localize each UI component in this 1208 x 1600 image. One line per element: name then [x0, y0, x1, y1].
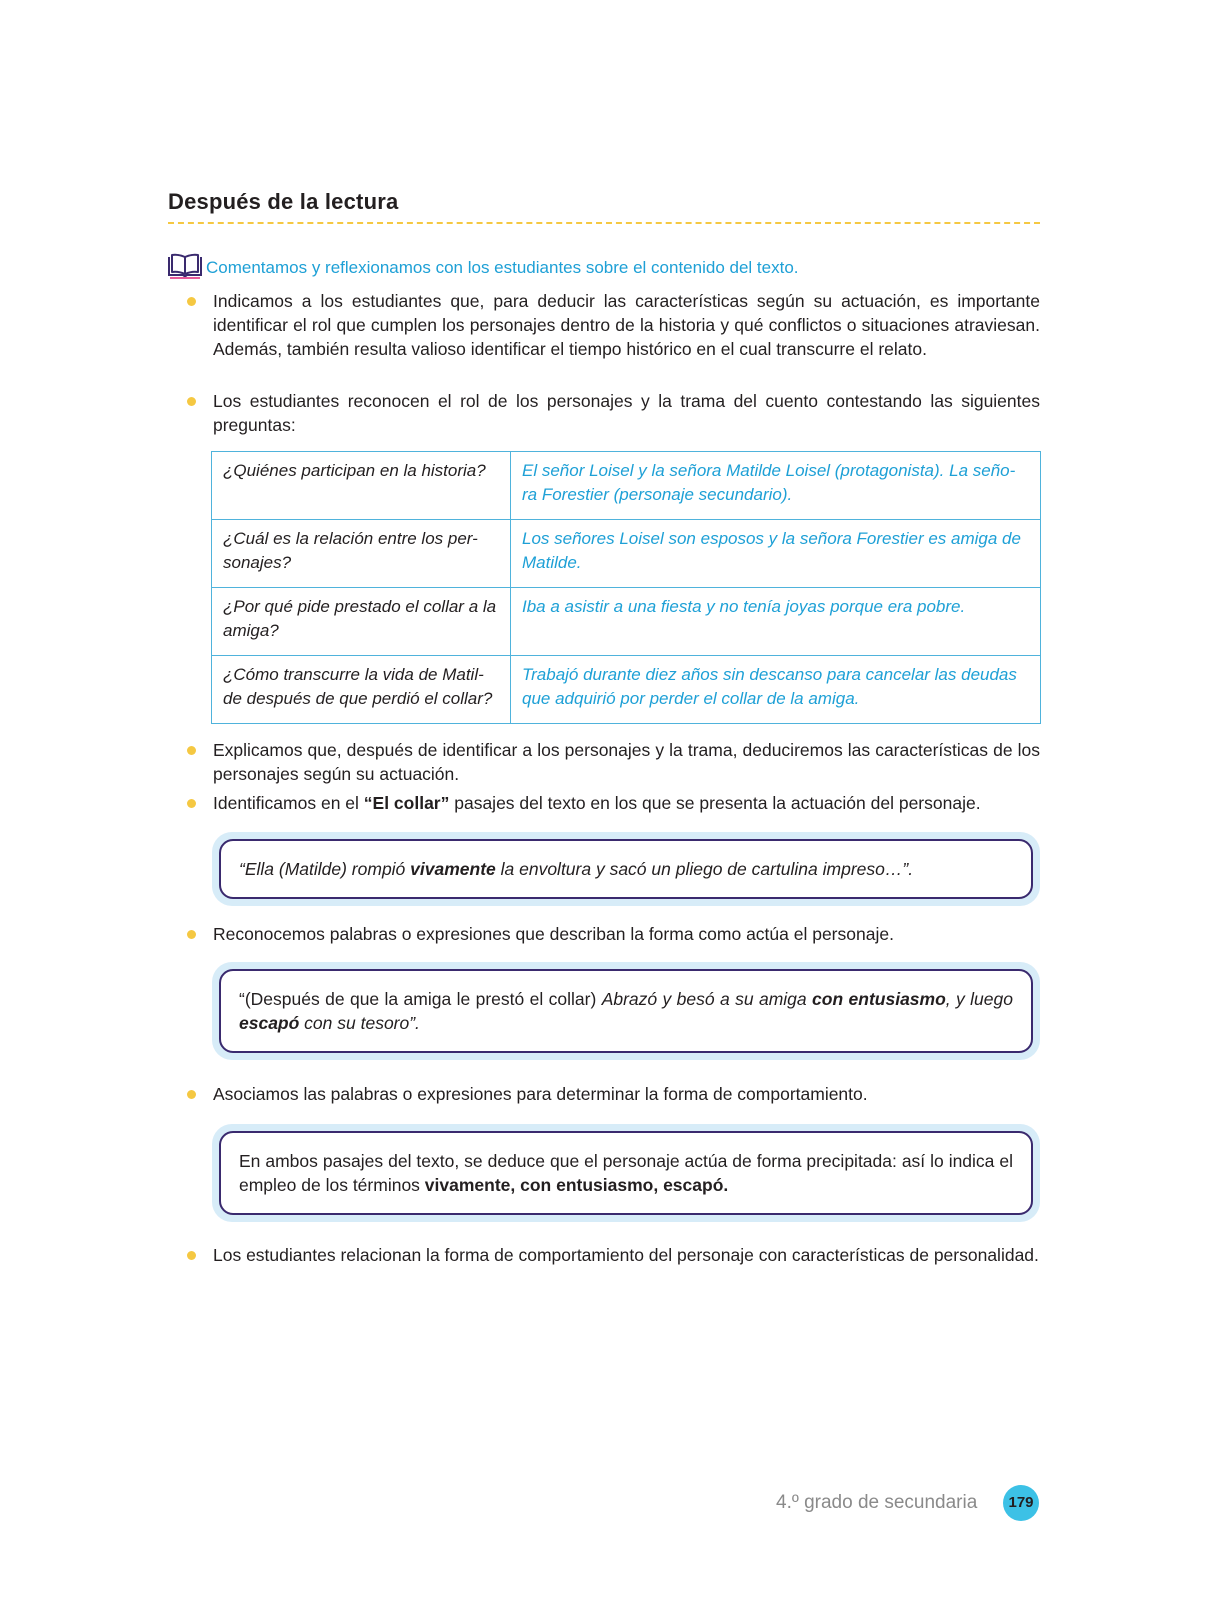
conclusion-box: [212, 1124, 1040, 1222]
quote-text-bold: con entusiasmo: [812, 989, 946, 1009]
bullet-text: Explicamos que, después de identificar a los personajes y la trama, deduciremos las características de los personajes según su actuación.: [213, 740, 1040, 784]
list-item: [213, 1082, 1040, 1106]
answer-cell: Trabajó durante diez años sin descanso para cancelar las deudas que adquirió por perder el collar de la amiga.: [511, 656, 1041, 724]
answer-cell: Iba a asistir a una fiesta y no tenía joyas porque era pobre.: [511, 588, 1041, 656]
quote-text-normal: “(Después de que la amiga le prestó el collar): [239, 989, 602, 1009]
quote-text-italic: con su tesoro”.: [299, 1013, 420, 1033]
list-item: [213, 389, 1040, 437]
questions-table: [211, 451, 1041, 724]
answer-cell: El señor Loisel y la señora Matilde Loisel (protagonista). La seño-ra Forestier (personaje secundario).: [511, 452, 1041, 520]
bullet-text: Asociamos las palabras o expresiones para determinar la forma de comportamiento.: [213, 1084, 868, 1104]
list-item: [213, 738, 1040, 786]
table-row: [212, 452, 1041, 520]
question-cell: ¿Cuál es la relación entre los per-sonajes?: [212, 520, 511, 588]
conclusion-text: En ambos pasajes del texto, se deduce que el personaje actúa de forma precipitada: así lo indica el empleo de los términos: [239, 1151, 1013, 1195]
quote-text-italic: Abrazó y besó a su amiga: [601, 989, 813, 1009]
table-row: [212, 520, 1041, 588]
bullet-dot: [187, 297, 196, 306]
list-item: [213, 791, 1040, 815]
bullet-dot: [187, 1251, 196, 1260]
bullet-text: Los estudiantes relacionan la forma de comportamiento del personaje con características de personalidad.: [213, 1245, 1039, 1265]
page-number: 179: [1003, 1485, 1039, 1521]
quote-text-after: la envoltura y sacó un pliego de cartulina impreso…”.: [495, 859, 914, 879]
list-item: [213, 922, 1040, 946]
footer-grade: 4.º grado de secundaria: [776, 1492, 978, 1513]
conclusion-text-bold: vivamente, con entusiasmo, escapó.: [424, 1175, 729, 1195]
question-cell: ¿Quiénes participan en la historia?: [212, 452, 511, 520]
bullet-dot: [187, 930, 196, 939]
bullet-text: Reconocemos palabras o expresiones que describan la forma como actúa el personaje.: [213, 924, 894, 944]
question-cell: ¿Cómo transcurre la vida de Matil-de después de que perdió el collar?: [212, 656, 511, 724]
bullet-text: Los estudiantes reconocen el rol de los personajes y la trama del cuento contestando las siguientes preguntas:: [213, 391, 1040, 435]
list-item: [213, 289, 1040, 361]
dashed-divider: [168, 222, 1040, 224]
question-cell: ¿Por qué pide prestado el collar a la amiga?: [212, 588, 511, 656]
intro-text: Comentamos y reflexionamos con los estudiantes sobre el contenido del texto.: [206, 258, 799, 277]
bullet-text-after: pasajes del texto en los que se presenta la actuación del personaje.: [449, 793, 981, 813]
quote-text-bold: vivamente: [410, 859, 496, 879]
bullet-dot: [187, 1090, 196, 1099]
section-title: Después de la lectura: [168, 189, 399, 214]
table-row: [212, 588, 1041, 656]
quote-text-before: “Ella (Matilde) rompió: [239, 859, 411, 879]
quote-box: [212, 832, 1040, 906]
answer-cell: Los señores Loisel son esposos y la señora Forestier es amiga de Matilde.: [511, 520, 1041, 588]
bullet-text-bold: “El collar”: [363, 793, 450, 813]
open-book-icon: [166, 253, 204, 279]
quote-text-italic: , y luego: [945, 989, 1013, 1009]
bullet-dot: [187, 799, 196, 808]
intro-line: [166, 253, 1046, 279]
bullet-dot: [187, 397, 196, 406]
quote-box: [212, 962, 1040, 1060]
list-item: [213, 1243, 1040, 1267]
bullet-text: Indicamos a los estudiantes que, para deducir las características según su actuación, es importante identificar el rol que cumplen los personajes dentro de la historia y qué conflictos o situaciones atraviesan. Además, también resulta valioso identificar el tiempo histórico en el cual transcurre el relato.: [213, 291, 1040, 359]
quote-box-inner: [219, 969, 1033, 1053]
table-row: [212, 656, 1041, 724]
bullet-dot: [187, 746, 196, 755]
conclusion-box-inner: [219, 1131, 1033, 1215]
quote-text-bold: escapó: [239, 1013, 300, 1033]
bullet-text-before: Identificamos en el: [213, 793, 364, 813]
quote-box-inner: [219, 839, 1033, 899]
